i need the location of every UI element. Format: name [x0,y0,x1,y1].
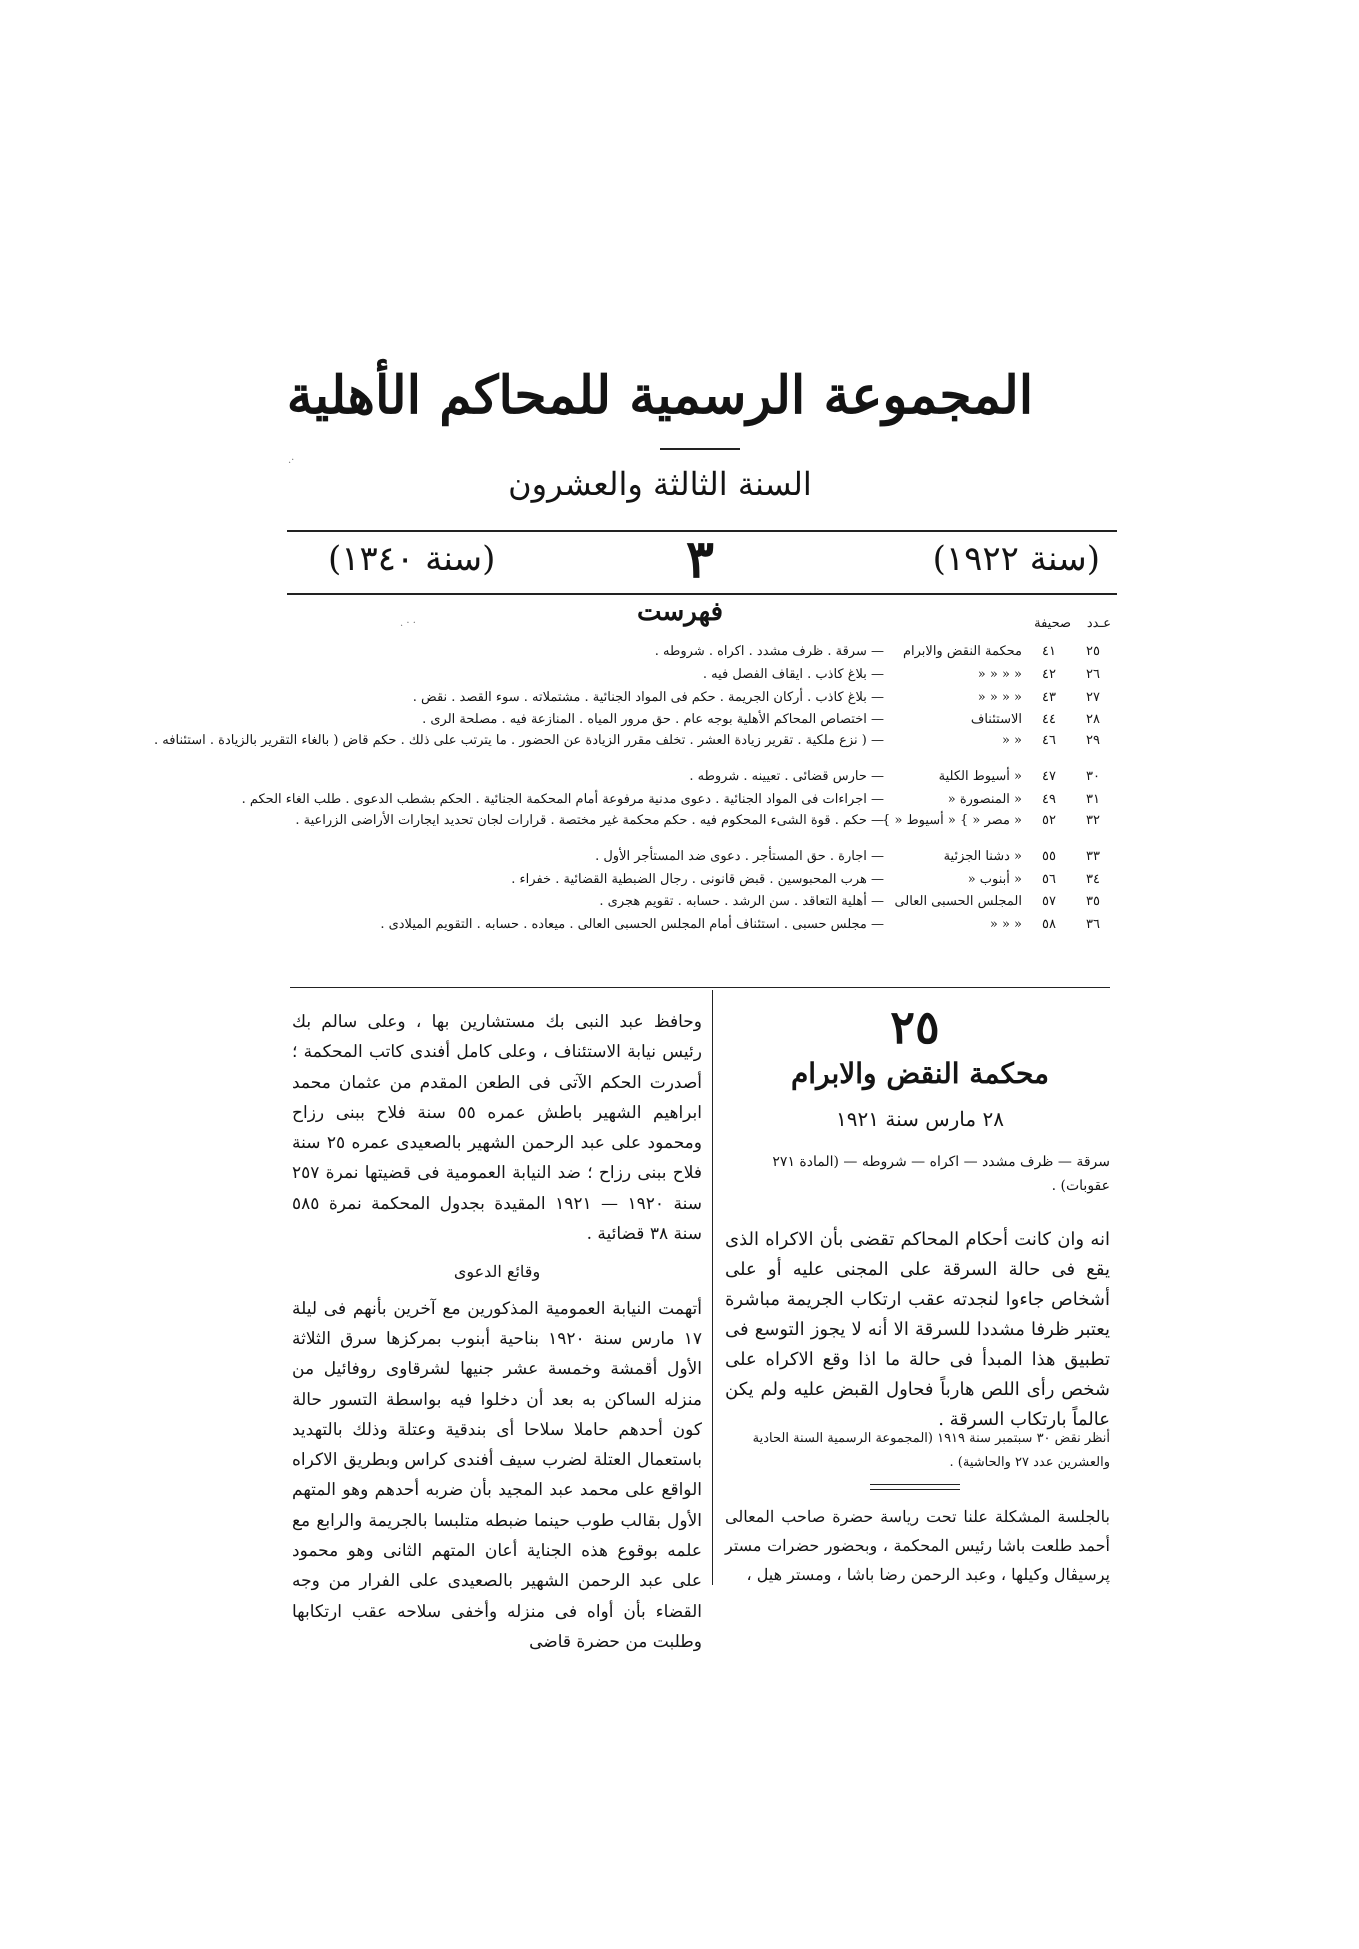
case-reference: أنظر نقض ٣٠ سبتمبر سنة ١٩١٩ (المجموعة الرسمية السنة الحادية والعشرين عدد ٢٧ والحاشية) . [752,1431,1110,1470]
index-row [290,766,1110,789]
index-row-topic: — اختصاص المحاكم الأهلية بوجه عام . حق مرور المياه . المنازعة فيه . مصلحة الرى . [422,712,884,728]
index-row-number: ٣٤ [1086,871,1100,887]
index-row-number: ٢٩ [1086,733,1100,749]
title-divider [660,448,740,450]
index-row [290,812,1110,846]
journal-subtitle: السنة الثالثة والعشرون [508,465,812,503]
index-row-topic: — ( نزع ملكية . تقرير زيادة العشر . تخلف مقرر الزيادة عن الحضور . ما يترتب على ذلك . حكم قاض ( بالغاء التقرير بالزيادة . استئنافه . [154,733,884,749]
index-row-court: « المنصورة « [947,791,1022,807]
index-row-page: ٤٢ [1042,666,1056,682]
scan-speck: · · . [400,618,416,629]
index-row-number: ٢٦ [1086,666,1100,682]
case-number: ٢٥ [890,1000,940,1054]
index-row-page: ٤٤ [1042,712,1056,728]
issue-number: ٣ [686,529,714,590]
index-row [290,891,1110,914]
index-row-page: ٤٩ [1042,791,1056,807]
index-row-number: ٣١ [1086,791,1100,807]
journal-title: المجموعة الرسمية للمحاكم الأهلية [286,365,1034,426]
masthead-bottom-rule [287,593,1117,595]
index-row-court: الاستئناف [970,712,1022,728]
index-row-number: ٢٥ [1086,644,1100,659]
index-row-topic: — سرقة . ظرف مشدد . اكراه . شروطه . [654,644,884,659]
case-keywords: سرقة — ظرف مشدد — اكراه — شروطه — (المادة ٢٧١ عقوبات) . [772,1154,1110,1194]
index-row-page: ٤٧ [1042,769,1056,785]
index-row [290,641,1110,664]
index-row-court: « « « « [977,689,1022,705]
index-row-topic: — حارس قضائى . تعيينه . شروطه . [689,769,884,785]
year-gregorian: (سنة ١٩٢٢) [932,539,1100,579]
index-row-page: ٥٢ [1042,812,1056,828]
double-rule-divider [870,1484,960,1490]
index-row [290,914,1110,937]
section-divider [290,987,1110,988]
index-row-court: « « « [989,917,1022,933]
case-session: بالجلسة المشكلة علنا تحت رياسة حضرة صاحب المعالى أحمد طلعت باشا رئيس المحكمة ، وبحضور حضرات مستر پرسيڤال وكيلها ، وعبد الرحمن رضا باشا ، ومستر هيل ، [725,1507,1110,1584]
index-row-page: ٥٨ [1042,917,1056,933]
index-row-court: « مصر « } « أسيوط « } [882,812,1022,828]
index-row-court: محكمة النقض والابرام [902,644,1022,659]
index-row-page: ٥٦ [1042,871,1056,887]
index-row-court: « دشنا الجزئية [943,848,1022,864]
index-row-court: المجلس الحسبى العالى [894,894,1022,910]
index-row-topic: — هرب المحبوسين . قبض قانونى . رجال الضبطية القضائية . خفراء . [511,871,884,887]
index-row-topic: — اجارة . حق المستأجر . دعوى ضد المستأجر الأول . [595,848,884,864]
index-header-number: عـدد [1086,616,1111,631]
case-court: محكمة النقض والابرام [790,1057,1050,1090]
index-row [241,789,1110,812]
scan-speck: ·. [288,455,295,466]
index-row [290,709,1110,732]
masthead [300,529,1100,591]
case-date: ٢٨ مارس سنة ١٩٢١ [836,1107,1004,1131]
index-row-number: ٣٢ [1086,812,1100,828]
index-row [290,687,1110,710]
index-row-number: ٢٧ [1086,689,1100,705]
index-row-court: « أسيوط الكلية [938,769,1022,785]
index-header-page: صحيفة [1034,616,1071,631]
index-column-headers [1031,616,1111,631]
case-principle: انه وان كانت أحكام المحاكم تقضى بأن الاكراه الذى يقع فى حالة السرقة على المجنى عليه أو على أشخاص جاءوا لنجدته عقب ارتكاب الجريمة مباشرة يعتبر ظرفا مشددا للسرقة الا أنه لا يجوز التوسع فى تطبيق هذا المبدأ فى حالة ما اذا وقع الاكراه على شخص رأى اللص هارباً فحاول القبض عليه ولم يكن عالماً بارتكاب السرقة . [725,1229,1110,1430]
index-row-court: « « « « [977,666,1022,682]
index-row-court: « « [1001,733,1022,749]
index-row-page: ٥٧ [1042,894,1056,910]
index-row-page: ٤٣ [1042,689,1056,705]
index-row-court: « أبنوب « [967,871,1022,887]
index-row-page: ٤١ [1042,644,1056,659]
year-hijri: (سنة ١٣٤٠) [328,539,496,579]
index-row-topic: — مجلس حسبى . استئناف أمام المجلس الحسبى العالى . ميعاده . حسابه . التقويم الميلادى . [380,917,884,933]
index-row-number: ٣٦ [1086,917,1100,933]
index-row-page: ٥٥ [1042,848,1056,864]
index-row-number: ٣٣ [1086,848,1100,864]
index-title: فهرست [636,597,724,627]
left-column-intro: وحافظ عبد النبى بك مستشارين بها ، وعلى سالم بك رئيس نيابة الاستئناف ، وعلى كامل أفندى كاتب المحكمة ؛ أصدرت الحكم الآتى فى الطعن المقدم من عثمان محمد ابراهيم الشهير باطش عمره ٥٥ سنة فلاح ببنى رزاح ومحمود على عبد الرحمن الشهير بالصعيدى عمره ٢٥ سنة فلاح ببنى رزاح ؛ ضد النيابة العمومية فى قضيتها نمرة ٢٥٧ سنة ١٩٢٠ — ١٩٢١ المقيدة بجدول المحكمة نمرة ٥٨٥ سنة ٣٨ قضائية . [292,1012,703,1245]
facts-heading: وقائع الدعوى [453,1262,541,1282]
index-row [290,869,1110,892]
index-row-topic: — اجراءات فى المواد الجنائية . دعوى مدنية مرفوعة أمام المحكمة الجنائية . الحكم بشطب الدعوى . طلب الغاء الحكم . [241,791,884,807]
index-row [290,846,1110,869]
index-list [154,641,1110,937]
index-row-page: ٤٦ [1042,733,1056,749]
index-row-number: ٣٠ [1086,769,1100,785]
left-column [292,1007,702,1657]
index-row-number: ٣٥ [1086,894,1100,910]
index-row-topic: — بلاغ كاذب . ايقاف الفصل فيه . [702,666,884,682]
index-row-topic: — حكم . قوة الشىء المحكوم فيه . حكم محكمة غير مختصة . قرارات لجان تحديد ايجارات الأراضى الزراعية . [295,812,884,828]
facts-text: أتهمت النيابة العمومية المذكورين مع آخرين بأنهم فى ليلة ١٧ مارس سنة ١٩٢٠ بناحية أبنوب بمركزها سرق الثلاثة الأول أقمشة وخمسة عشر جنيها لشرقاوى روفائيل من منزله الساكن به بعد أن دخلوا فيه بواسطة التسور حالة كون أحدهم حاملا سلاحا أى بندقية وعتلة وذلك بالتهديد باستعمال العتلة لضرب سيف أفندى كراس وبطريق الاكراه الواقع على محمد عبد المجيد بأن ضربه أحدهم وهو المتهم الأول بقالب طوب حينما ضبطه متلبسا بالجريمة والرابع مع علمه بوقوع هذه الجناية أعان المتهم الثانى وهو محمود على عبد الرحمن الشهير بالصعيدى على الفرار من وجه القضاء بأن أواه فى منزله وأخفى سلاحه عقب ارتكابها وطلبت من حضرة قاضى [292,1298,702,1652]
index-row-topic: — بلاغ كاذب . أركان الجريمة . حكم فى المواد الجنائية . مشتملاته . سوء القصد . نقض . [412,689,884,705]
index-row-number: ٢٨ [1086,712,1100,728]
index-row-topic: — أهلية التعاقد . سن الرشد . حسابه . تقويم هجرى . [599,894,884,910]
index-row [154,732,1110,766]
column-separator [712,990,713,1585]
index-row [290,664,1110,687]
